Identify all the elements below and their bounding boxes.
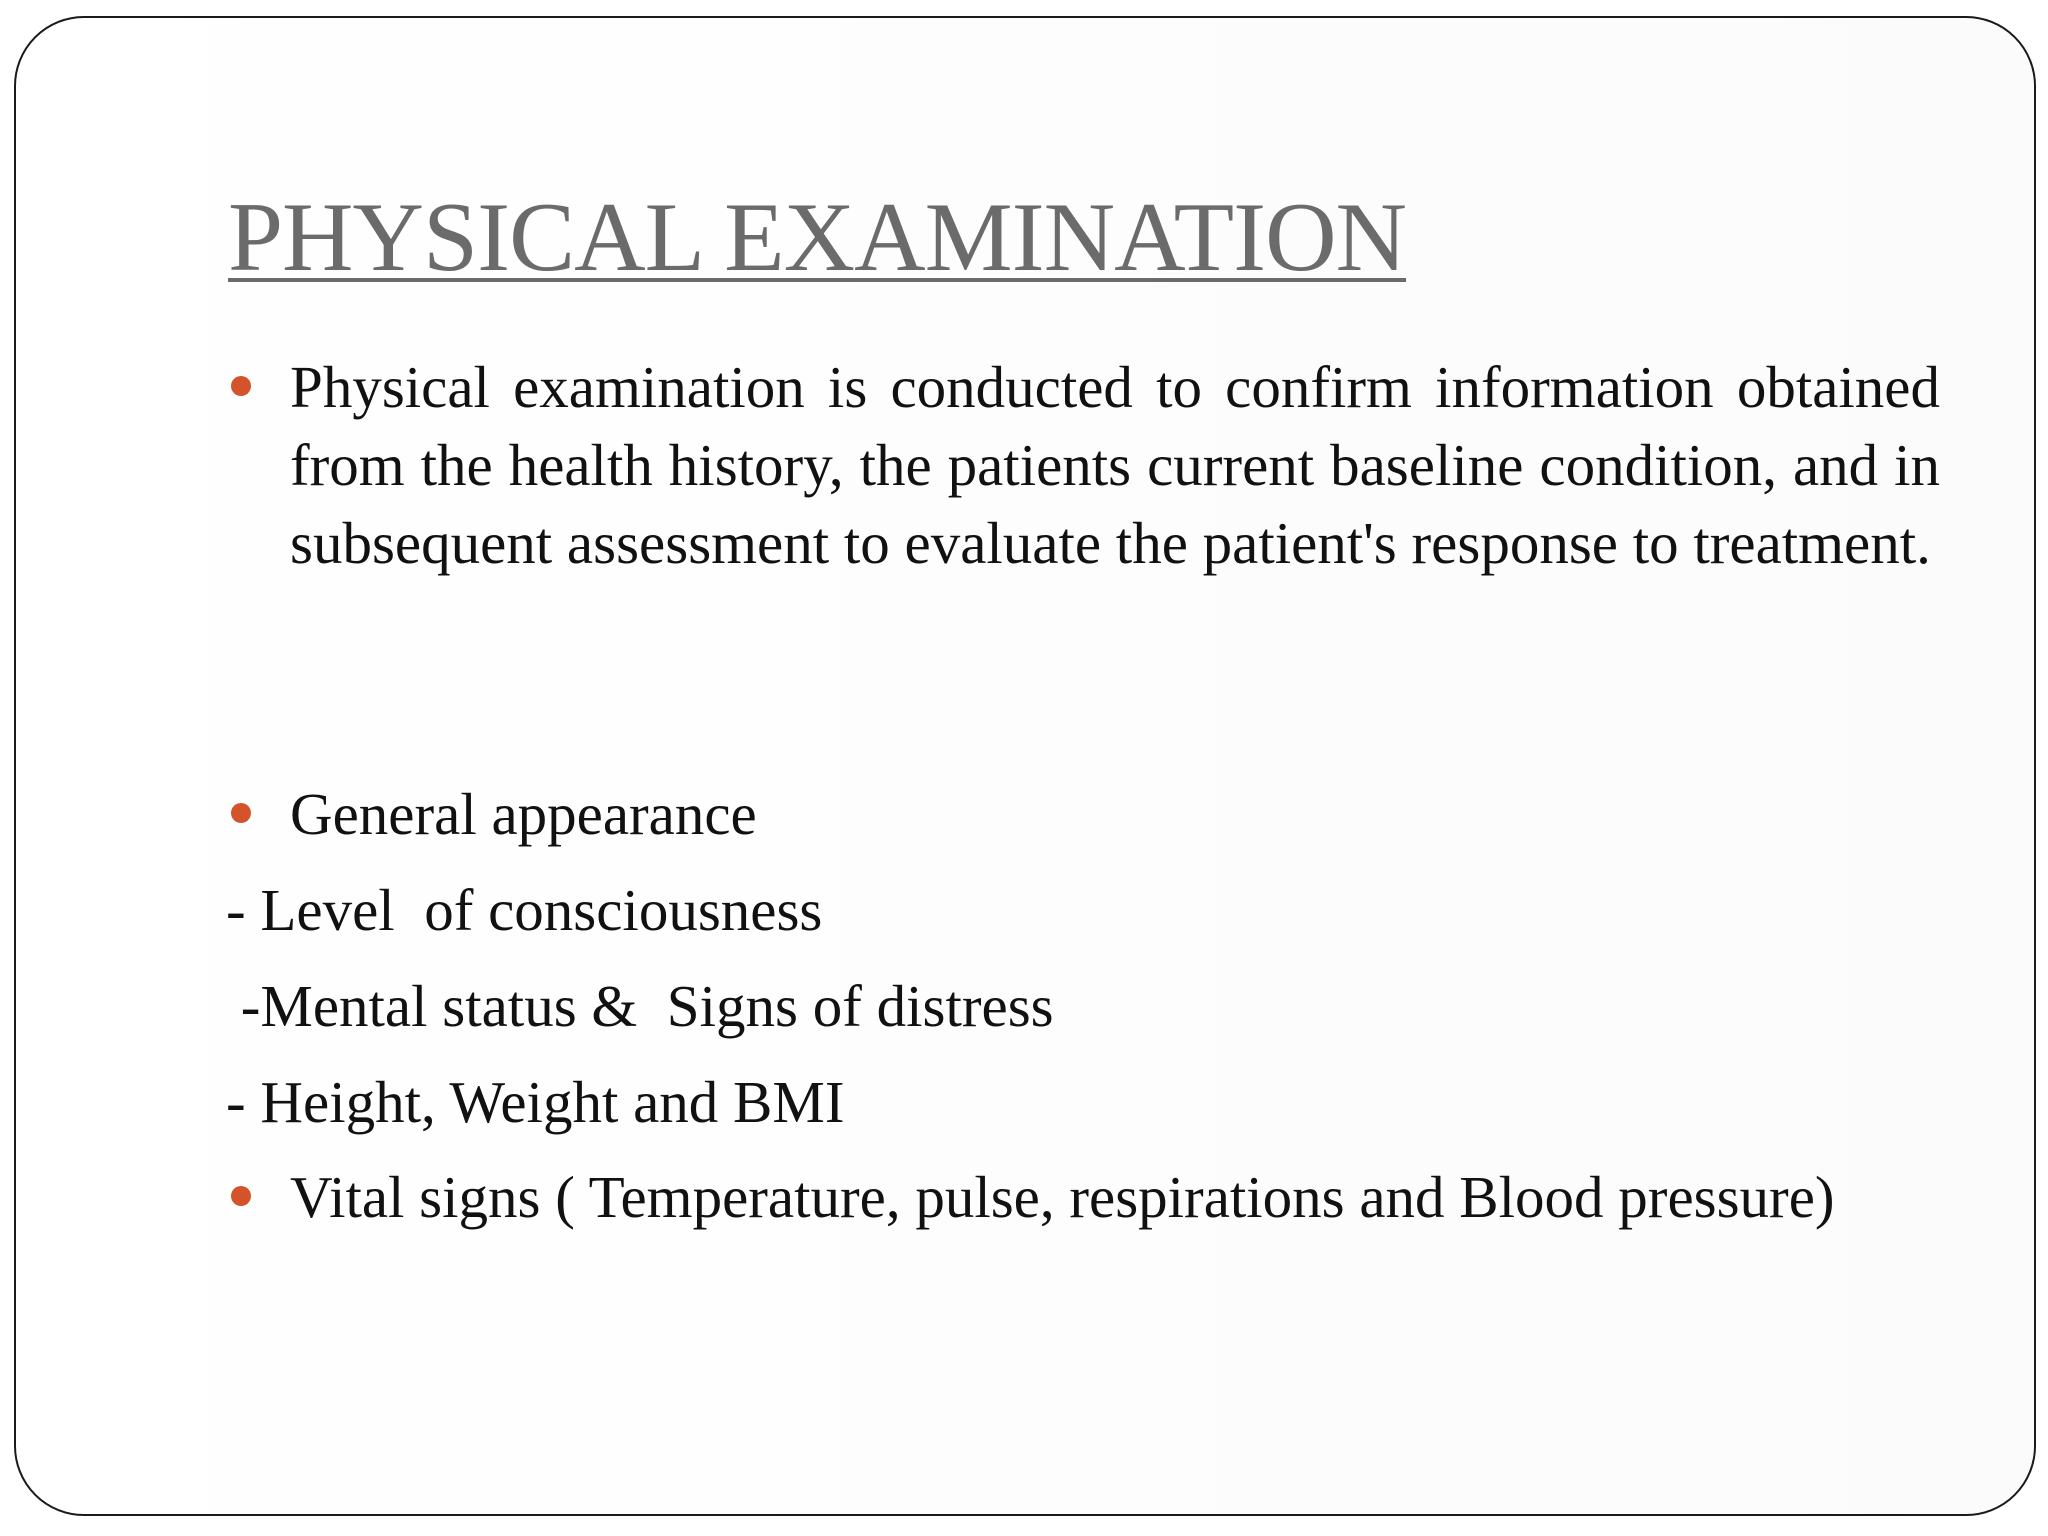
slide-frame [14,16,2036,1516]
bullet-vital-signs: Vital signs ( Temperature, pulse, respirations and Blood pressure) [290,1164,1835,1230]
sub-item-height-weight-bmi: - Height, Weight and BMI [226,1069,845,1135]
bullet-general-appearance: General appearance [290,781,757,847]
sub-item-mental-status: -Mental status & Signs of distress [226,973,1054,1039]
sub-item-level-of-consciousness: - Level of consciousness [226,877,823,943]
bullet-dot-icon [231,803,251,823]
bullet-dot-icon [231,1186,251,1206]
bullet-physical-examination: Physical examination is conducted to confirm information obtained from the health history, the patients current baseline condition, and in subsequent assessment to evaluate the patient's response to treatment. [290,354,1940,576]
slide-title: PHYSICAL EXAMINATION [228,183,1407,292]
bullet-dot-icon [231,376,251,396]
